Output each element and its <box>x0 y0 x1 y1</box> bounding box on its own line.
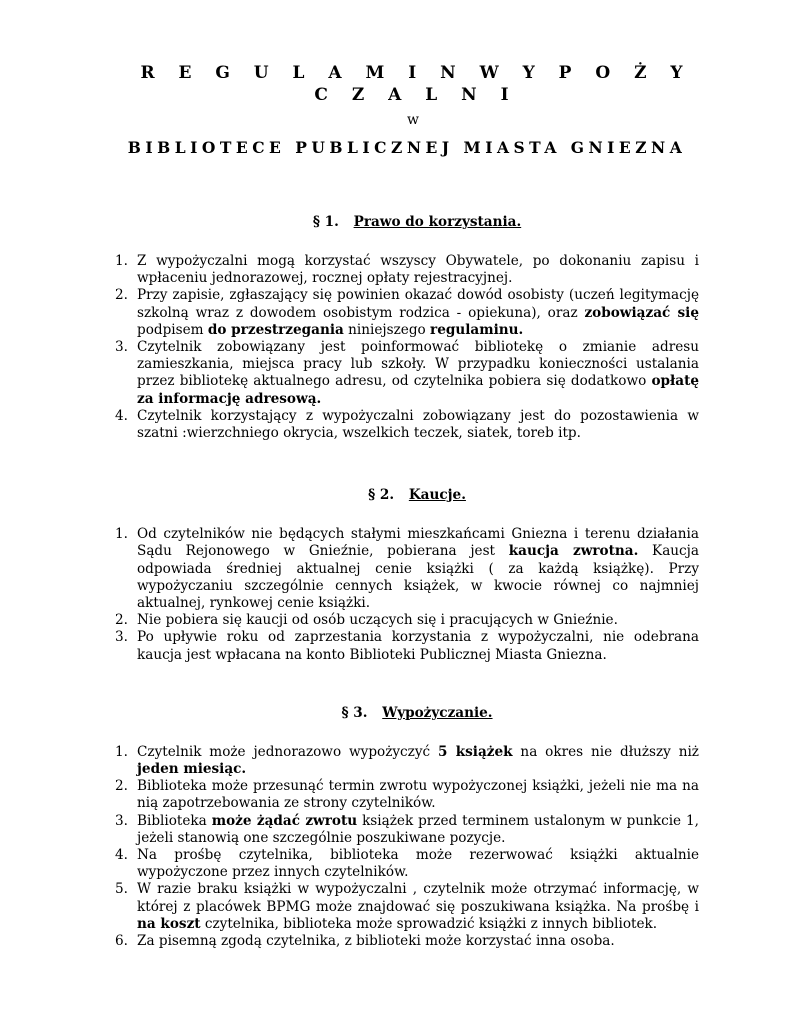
text-run: Nie pobiera się kaucji od osób uczących się i pracujących w Gnieźnie. <box>137 612 618 629</box>
bold-text-run: kaucja zwrotna. <box>508 543 639 560</box>
text-run: książek przed terminem ustalonym w punkcie 1, jeżeli stanowią one szczególnie poszukiwane pozycje. <box>137 812 699 846</box>
text-run: Za pisemną zgodą czytelnika, z biblioteki może korzystać inna osoba. <box>137 933 615 950</box>
list-item <box>115 612 699 629</box>
list-item <box>115 408 699 442</box>
text-run: Z wypożyczalni mogą korzystać wszyscy Obywatele, po dokonaniu zapisu i wpłaceniu jednorazowej, rocznej opłaty rejestracyjnej. <box>137 253 699 287</box>
bold-text-run: może żądać zwrotu <box>211 812 358 829</box>
section-heading <box>115 704 699 722</box>
section-heading <box>115 486 699 504</box>
text-run: Czytelnik korzystający z wypożyczalni zobowiązany jest do pozostawienia w szatni :wierzchniego okrycia, wszelkich teczek, siatek, toreb itp. <box>137 407 699 442</box>
list-item-number: 1. <box>115 253 128 269</box>
list-item <box>115 933 699 950</box>
text-run: Przy zapisie, zgłaszający się powinien okazać dowód osobisty (uczeń legitymację szkolną wraz z dowodem osobistym rodzica - opiekuna), oraz <box>137 287 699 321</box>
title-conjunction: w <box>407 112 419 128</box>
section-3-list <box>115 744 699 950</box>
text-run: Biblioteka <box>137 812 212 829</box>
text-run: Czytelnik może jednorazowo wypożyczyć <box>137 743 438 760</box>
section-number: § 2. <box>368 487 395 504</box>
section-2-list <box>115 526 699 664</box>
list-item-number: 1. <box>115 743 128 760</box>
list-item-number: 4. <box>115 407 128 424</box>
section-title: Kaucje. <box>408 487 466 504</box>
bold-text-run: do przestrzegania <box>207 321 344 338</box>
list-item <box>115 253 699 287</box>
list-item <box>115 813 699 847</box>
list-item-number: 6. <box>115 933 128 950</box>
section-title: Prawo do korzystania. <box>353 214 522 230</box>
list-item-number: 4. <box>115 847 128 864</box>
text-run: niniejszego <box>343 321 431 338</box>
bold-text-run: zobowiązać się <box>584 304 699 321</box>
section-number: § 1. <box>312 214 339 230</box>
list-item-number: 3. <box>115 339 128 356</box>
bold-text-run: 5 książek <box>437 743 513 760</box>
document-title: R E G U L A M I N W Y P O Ż Y C Z A L N I <box>140 63 692 105</box>
text-run: podpisem <box>137 321 208 338</box>
text-run: Kaucja odpowiada średniej aktualnej cenie książki ( za każdą książkę). Przy wypożyczaniu szczególnie cennych książek, w kwocie równej co najmniej aktualnej, rynkowej cenie książki. <box>137 543 699 612</box>
text-run: Biblioteka może przesunąć termin zwrotu wypożyczonej książki, jeżeli nie ma na nią zapotrzebowania ze strony czytelników. <box>137 778 699 812</box>
list-item-number: 3. <box>115 629 128 646</box>
document-subtitle: BIBLIOTECE PUBLICZNEJ MIASTA GNIEZNA <box>127 138 687 157</box>
text-run: Od czytelników nie będących stałymi mieszkańcami Gniezna i terenu działania Sądu Rejonowego w Gnieźnie, pobierana jest <box>137 526 699 560</box>
bold-text-run: regulaminu. <box>430 321 524 338</box>
list-item <box>115 847 699 881</box>
section-number: § 3. <box>341 704 368 721</box>
text-run: Po upływie roku od zaprzestania korzystania z wypożyczalni, nie odebrana kaucja jest wpłacana na konto Biblioteki Publicznej Miasta Gniezna. <box>137 629 699 663</box>
section-1-list <box>115 253 699 442</box>
list-item <box>115 526 699 612</box>
text-run: Na prośbę czytelnika, biblioteka może rezerwować książki aktualnie wypożyczone przez innych czytelników. <box>137 847 699 881</box>
list-item <box>115 339 699 408</box>
text-run: na okres nie dłuższy niż <box>512 743 699 760</box>
section-heading <box>115 213 699 231</box>
section-title: Wypożyczanie. <box>382 704 493 721</box>
text-run: Czytelnik zobowiązany jest poinformować bibliotekę o zmianie adresu zamieszkania, miejsca pracy lub szkoły. W przypadku konieczności ustalania przez bibliotekę aktualnego adresu, od czytelnika pobiera się dodatkowo <box>137 339 699 390</box>
text-run: czytelnika, biblioteka może sprowadzić książki z innych bibliotek. <box>200 915 658 932</box>
list-item-number: 1. <box>115 526 128 543</box>
list-item-number: 2. <box>115 287 128 304</box>
list-item-number: 2. <box>115 778 128 795</box>
list-item <box>115 744 699 778</box>
list-item <box>115 778 699 812</box>
list-item <box>115 629 699 663</box>
bold-text-run: opłatę za informację adresową. <box>137 373 699 407</box>
list-item-number: 5. <box>115 881 128 898</box>
bold-text-run: na koszt <box>137 915 201 932</box>
list-item <box>115 881 699 933</box>
list-item-number: 3. <box>115 812 128 829</box>
list-item-number: 2. <box>115 612 128 629</box>
list-item <box>115 287 699 339</box>
text-run: W razie braku książki w wypożyczalni , czytelnik może otrzymać informację, w której z placówek BPMG może znajdować się poszukiwana książka. Na prośbę i <box>137 881 699 915</box>
bold-text-run: jeden miesiąc. <box>137 761 247 778</box>
